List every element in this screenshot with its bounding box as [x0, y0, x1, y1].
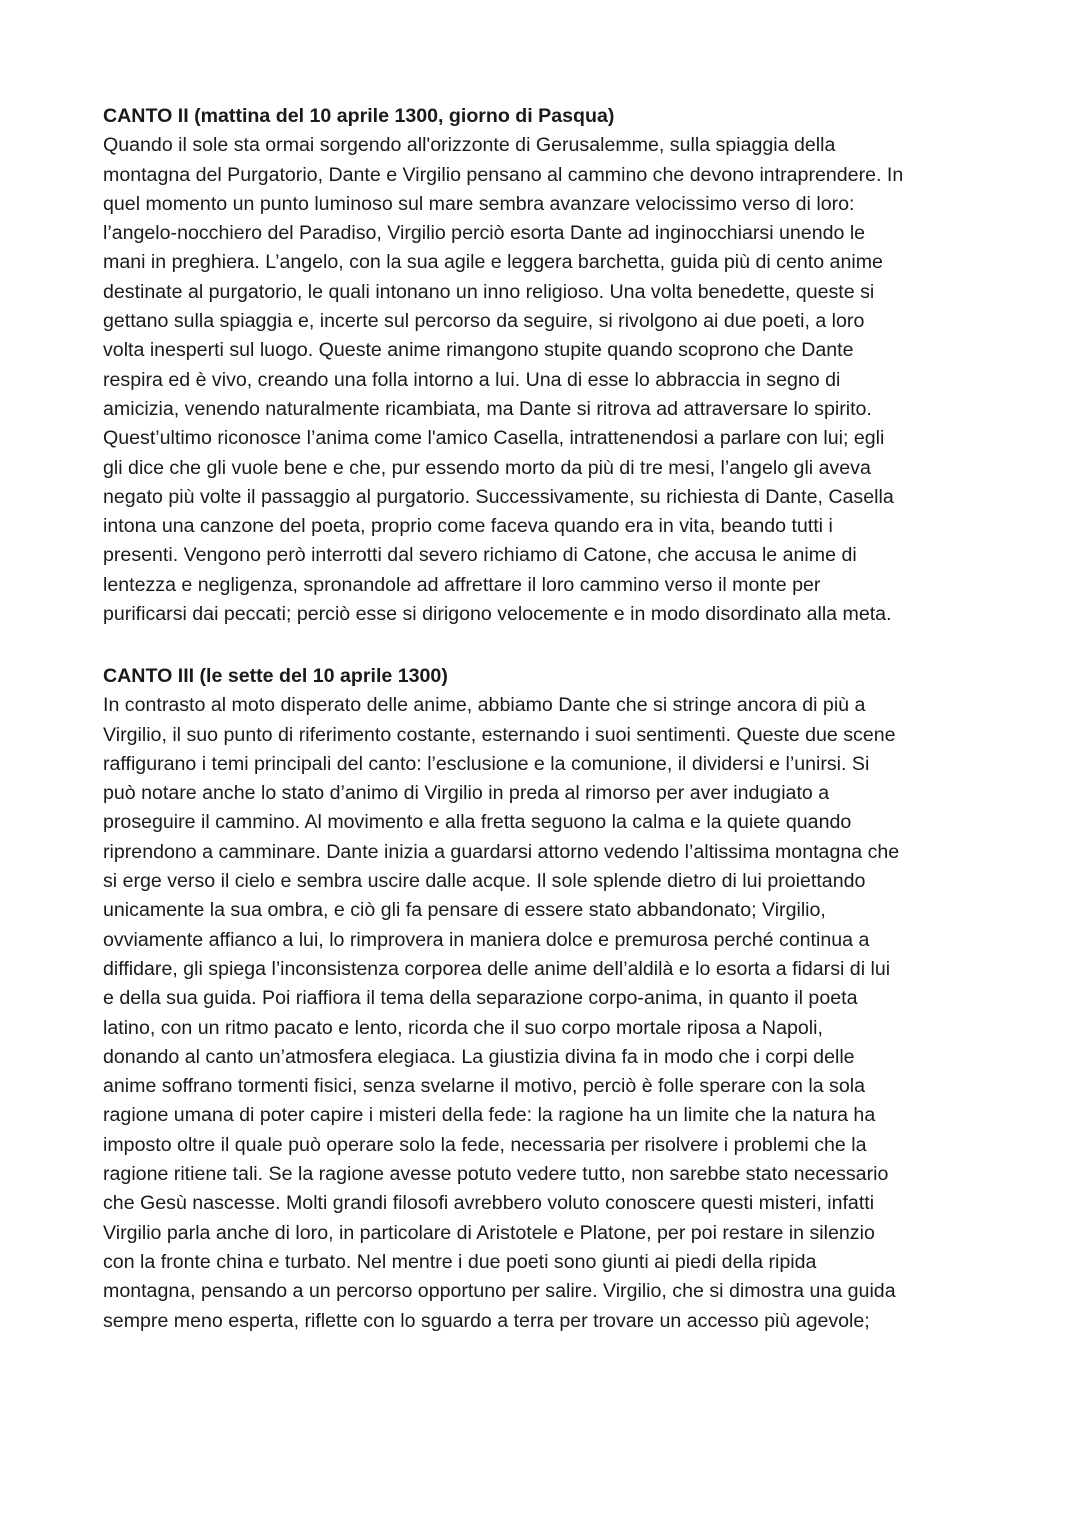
section-body [103, 691, 983, 1336]
text-line: e della sua guida. Poi riaffiora il tema della separazione corpo-anima, in quanto il poeta [103, 987, 858, 1010]
text-line: anime soffrano tormenti fisici, senza svelarne il motivo, perciò è folle sperare con la sola [103, 1075, 865, 1098]
canto-ii-section [103, 102, 983, 629]
text-line: volta inesperti sul luogo. Queste anime rimangono stupite quando scoprono che Dante [103, 339, 854, 362]
text-line: Virgilio, il suo punto di riferimento costante, esternando i suoi sentimenti. Queste due scene [103, 723, 896, 746]
text-line: Virgilio parla anche di loro, in particolare di Aristotele e Platone, per poi restare in silenzio [103, 1221, 875, 1244]
text-line: mani in preghiera. L’angelo, con la sua agile e leggera barchetta, guida più di cento anime [103, 251, 883, 274]
text-line: lentezza e negligenza, spronandole ad affrettare il loro cammino verso il monte per [103, 573, 821, 596]
text-line: donando al canto un’atmosfera elegiaca. La giustizia divina fa in modo che i corpi delle [103, 1045, 855, 1068]
text-line: purificarsi dai peccati; perciò esse si dirigono velocemente e in modo disordinato alla meta. [103, 603, 892, 626]
text-line: latino, con un ritmo pacato e lento, ricorda che il suo corpo mortale riposa a Napoli, [103, 1016, 823, 1039]
text-line: gettano sulla spiaggia e, incerte sul percorso da seguire, si rivolgono ai due poeti, a loro [103, 310, 865, 333]
text-line: gli dice che gli vuole bene e che, pur essendo morto da più di tre mesi, l’angelo gli aveva [103, 456, 871, 479]
text-line: presenti. Vengono però interrotti dal severo richiamo di Catone, che accusa le anime di [103, 544, 857, 567]
text-line: intona una canzone del poeta, proprio come faceva quando era in vita, beando tutti i [103, 515, 833, 538]
text-line: montagna, pensando a un percorso opportuno per salire. Virgilio, che si dimostra una guida [103, 1280, 896, 1303]
text-line: amicizia, venendo naturalmente ricambiata, ma Dante si ritrova ad attraversare lo spirito. [103, 397, 872, 420]
text-line: quel momento un punto luminoso sul mare sembra avanzare velocissimo verso di loro: [103, 192, 855, 215]
canto-iii-section [103, 662, 983, 1336]
text-line: riprendono a camminare. Dante inizia a guardarsi attorno vedendo l’altissima montagna che [103, 840, 900, 863]
text-line: diffidare, gli spiega l’inconsistenza corporea delle anime dell’aldilà e lo esorta a fidarsi di lui [103, 957, 891, 980]
text-line: l’angelo-nocchiero del Paradiso, Virgilio perciò esorta Dante ad inginocchiarsi unendo le [103, 222, 866, 245]
text-line: ragione umana di poter capire i misteri della fede: la ragione ha un limite che la natura ha [103, 1104, 876, 1127]
text-line: può notare anche lo stato d’animo di Virgilio in preda al rimorso per aver indugiato a [103, 782, 830, 805]
text-line: Quest’ultimo riconosce l’anima come l'amico Casella, intrattenendosi a parlare con lui; egli [103, 427, 885, 450]
text-line: negato più volte il passaggio al purgatorio. Successivamente, su richiesta di Dante, Casella [103, 485, 894, 508]
text-line: montagna del Purgatorio, Dante e Virgilio pensano al cammino che devono intraprendere. In [103, 163, 904, 186]
text-line: Quando il sole sta ormai sorgendo all'orizzonte di Gerusalemme, sulla spiaggia della [103, 134, 836, 157]
text-line: unicamente la sua ombra, e ciò gli fa pensare di essere stato abbandonato; Virgilio, [103, 899, 826, 922]
section-heading: CANTO III (le sette del 10 aprile 1300) [103, 665, 448, 687]
section-heading: CANTO II (mattina del 10 aprile 1300, giorno di Pasqua) [103, 105, 615, 127]
text-line: sempre meno esperta, riflette con lo sguardo a terra per trovare un accesso più agevole; [103, 1309, 870, 1332]
text-line: raffigurano i temi principali del canto: l’esclusione e la comunione, il dividersi e l’unirsi. Si [103, 752, 870, 775]
text-line: che Gesù nascesse. Molti grandi filosofi avrebbero voluto conoscere questi misteri, infatti [103, 1192, 875, 1215]
text-line: imposto oltre il quale può operare solo la fede, necessaria per risolvere i problemi che la [103, 1133, 867, 1156]
text-line: respira ed è vivo, creando una folla intorno a lui. Una di esse lo abbraccia in segno di [103, 368, 841, 391]
text-line: In contrasto al moto disperato delle anime, abbiamo Dante che si stringe ancora di più a [103, 694, 866, 717]
section-body [103, 131, 983, 629]
text-line: destinate al purgatorio, le quali intonano un inno religioso. Una volta benedette, queste si [103, 280, 875, 303]
text-line: ovviamente affianco a lui, lo rimprovera in maniera dolce e premurosa perché continua a [103, 928, 870, 951]
text-line: con la fronte china e turbato. Nel mentre i due poeti sono giunti ai piedi della ripida [103, 1250, 817, 1273]
text-line: proseguire il cammino. Al movimento e alla fretta seguono la calma e la quiete quando [103, 811, 852, 834]
text-line: ragione ritiene tali. Se la ragione avesse potuto vedere tutto, non sarebbe stato necessario [103, 1163, 889, 1186]
text-line: si erge verso il cielo e sembra uscire dalle acque. Il sole splende dietro di lui proiettando [103, 870, 866, 893]
